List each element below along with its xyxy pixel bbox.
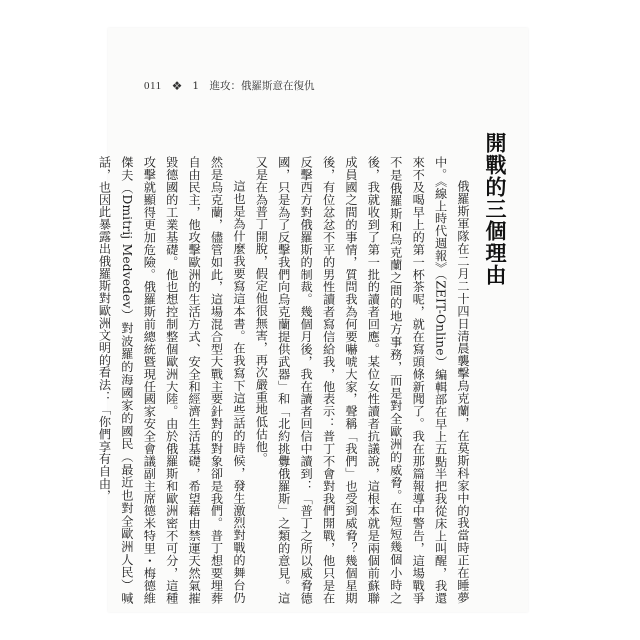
section-title: 開戰的三個理由 (483, 132, 507, 286)
paragraph-2: 這也是為什麼我要寫這本書。在我寫下這些話的時候，發生激烈對戰的舞台仍然是烏克蘭，儘管如此，這場混合型大戰主要針對的對象卻是我們。普丁想要埋葬自由民主，他攻擊歐洲的生活方式、安全和經濟生活基礎，希望藉由禁運天然氣摧毀德國的工業基礎。他也想控制整個歐洲大陸。由於俄羅斯和歐洲密不可分，這種攻擊就顯得更加危險。俄羅斯前總統暨現任國家安全會議副主席德米特里・梅德維傑夫（Dmitrij Medvedev）對波羅的海國家的國民（最近也對全歐洲人民）喊話，也因此暴露出俄羅斯對歐洲文明的看法：「你們享有自由， (97, 156, 246, 604)
body-text (93, 156, 474, 604)
chapter-title: 1 進攻：俄羅斯意在復仇 (192, 80, 315, 92)
page-number: 011 (144, 79, 162, 92)
book-page (97, 28, 528, 612)
ornament-icon: ❖ (171, 78, 183, 93)
running-header (144, 78, 315, 93)
paragraph-1: 俄羅斯軍隊在二月二十四日清晨襲擊烏克蘭，在莫斯科家中的我當時正在睡夢中。《線上時代週報》（ZEIT-Online）編輯部在早上五點半把我從床上叫醒，我還來不及喝早上的第一杯茶呢，就在寫頭條新聞了。我在那篇報導中警告，這場戰爭不是俄羅斯和烏克蘭之間的地方事務，而是對全歐洲的威脅。在短短幾個小時之後，我就收到了第一批的讀者回應。某位女性讀者抗議說，這根本就是兩個前蘇聯成員國之間的事情，質問我為何要嚇唬大家，聲稱「我們」也受到威脅？幾個星期後，有位忿忿不平的男性讀者寫信給我，他表示：普丁不會對我們開戰，他只是在反擊西方對俄羅斯的制裁。幾個月後，我在讀者回信中讀到：「普丁之所以威脅德國，只是為了反擊我們向烏克蘭提供武器」和「北約挑釁俄羅斯」之類的意見。這又是在為普丁開脫，假定他很無害，再次嚴重地低估他。 (254, 156, 470, 604)
